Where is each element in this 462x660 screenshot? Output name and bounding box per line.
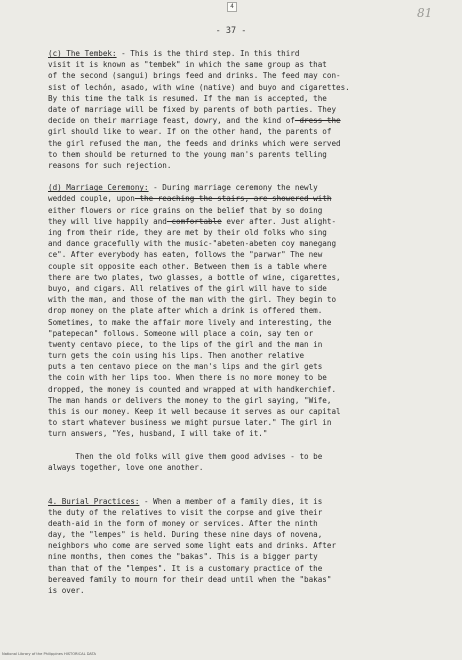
paragraph-gap: [48, 171, 448, 182]
text-line: neighbors who come are served some light eats and drinks. After: [48, 541, 337, 551]
text-line-with-correction: [48, 193, 448, 204]
text-line: couple sit opposite each other. Between them is a table where: [48, 261, 327, 271]
text-line: [48, 440, 448, 451]
text-line: day, the "lempes" is held. During these nine days of novena,: [48, 530, 323, 540]
text-line: twenty centavo piece, to the lips of the girl and the man in: [48, 339, 323, 349]
text-line: nine months, then comes the "bakas". This is a bigger party: [48, 552, 318, 562]
archive-footer: National Library of the Philippines HISTORICAL DATA: [2, 652, 96, 656]
text-line: drop money on the plate after which a drink is offered them.: [48, 306, 323, 316]
text-line: dropped, the money is counted and wrapped at with handkerchief.: [48, 384, 337, 394]
text-line: "patepecan" follows. Someone will place a coin, say ten or: [48, 328, 314, 338]
text-line: sist of lechón, asado, with wine (native) and buyo and cigarettes.: [48, 82, 350, 92]
text-line: always together, love one another.: [48, 462, 204, 472]
text-line: Then the old folks will give them good advises - to be: [48, 451, 323, 461]
text-line: this is our money. Keep it well because it serves as our capital: [48, 407, 341, 416]
text-line: death-aid in the form of money or services. After the ninth: [48, 518, 318, 528]
text-line: ce". After everybody has eaten, follows the "parwar" The new: [48, 250, 323, 260]
struck-text: the reaching the stairs, are showered with: [134, 194, 332, 204]
text-line: and dance gracefully with the music-"abeten-abeten coy manegang: [48, 239, 337, 249]
document-body: [48, 48, 448, 596]
text-line: visit it is known as "tembek" in which the same group as that: [48, 60, 327, 70]
text-line: girl should like to wear. If on the other hand, the parents of: [48, 127, 332, 137]
text-line: either flowers or rice grains on the belief that by so doing: [48, 205, 323, 215]
struck-text: comfortable: [166, 216, 222, 226]
text-fragment: they will live happily and: [48, 216, 167, 226]
tembek-heading: (c) The Tembek:: [48, 49, 117, 58]
text-line: is over.: [48, 586, 85, 595]
text-line: to start whatever business we might pursue later." The girl in: [48, 418, 332, 428]
text-line: the girl refused the man, the feeds and drinks which were served: [48, 138, 341, 148]
text-fragment: decide on their marriage feast, dowry, and the kind of: [48, 116, 295, 126]
paragraph-gap: [48, 484, 448, 495]
text-line: buyo, and cigars. All relatives of the girl will have to side: [48, 283, 327, 293]
paragraph-gap: [48, 473, 448, 484]
text-line: bereaved family to mourn for their dead until when the "bakas": [48, 574, 332, 584]
text-fragment: - During marriage ceremony the newly: [148, 183, 318, 193]
text-line: turn gets the coin using his lips. Then another relative: [48, 351, 305, 361]
text-line: reasons for such rejection.: [48, 160, 172, 170]
marriage-heading-line: [48, 182, 448, 193]
text-fragment: wedded couple, upon: [48, 194, 135, 204]
text-line: than that of the "lempes". It is a customary practice of the: [48, 563, 323, 573]
burial-heading-line: [48, 496, 448, 507]
burial-heading: 4. Burial Practices:: [48, 496, 140, 506]
text-line: ing from their ride, they are met by their old folks who sing: [48, 228, 327, 237]
text-line: there are two plates, two glasses, a bottle of wine, cigarettes,: [48, 272, 341, 282]
text-line: - This is the third step. In this third: [116, 49, 300, 58]
pencil-page-note: 81: [417, 6, 433, 20]
marriage-heading: (d) Marriage Ceremony:: [48, 183, 149, 193]
struck-text: dress the: [294, 116, 341, 126]
text-line-with-correction: [48, 216, 448, 227]
tembek-heading-line: [48, 48, 448, 59]
text-line: date of marriage will be fixed by parents of both parties. They: [48, 104, 337, 114]
text-line-with-correction: [48, 115, 448, 126]
page-tab-marker: 4: [227, 2, 237, 12]
text-line: of the second (sangui) brings feed and drinks. The feed may con-: [48, 71, 341, 81]
text-line: By this time the talk is resumed. If the man is accepted, the: [48, 93, 327, 103]
text-line: the coin with her lips too. When there is no more money to be: [48, 373, 327, 383]
text-line: Sometimes, to make the affair more lively and interesting, the: [48, 317, 332, 327]
text-line: to them should be returned to the young man's parents telling: [48, 149, 327, 159]
text-line: puts a ten centavo piece on the man's lips and the girl gets: [48, 362, 323, 372]
text-line: turn answers, "Yes, husband, I will take of it.": [48, 429, 268, 439]
text-fragment: ever after. Just alight-: [221, 216, 337, 226]
text-line: the duty of the relatives to visit the corpse and give their: [48, 507, 323, 517]
text-fragment: - When a member of a family dies, it is: [139, 496, 323, 506]
text-line: with the man, and those of the man with the girl. They begin to: [48, 295, 337, 305]
text-line: The man hands or delivers the money to the girl saying, "Wife,: [48, 395, 332, 405]
page-number: - 37 -: [215, 26, 247, 36]
